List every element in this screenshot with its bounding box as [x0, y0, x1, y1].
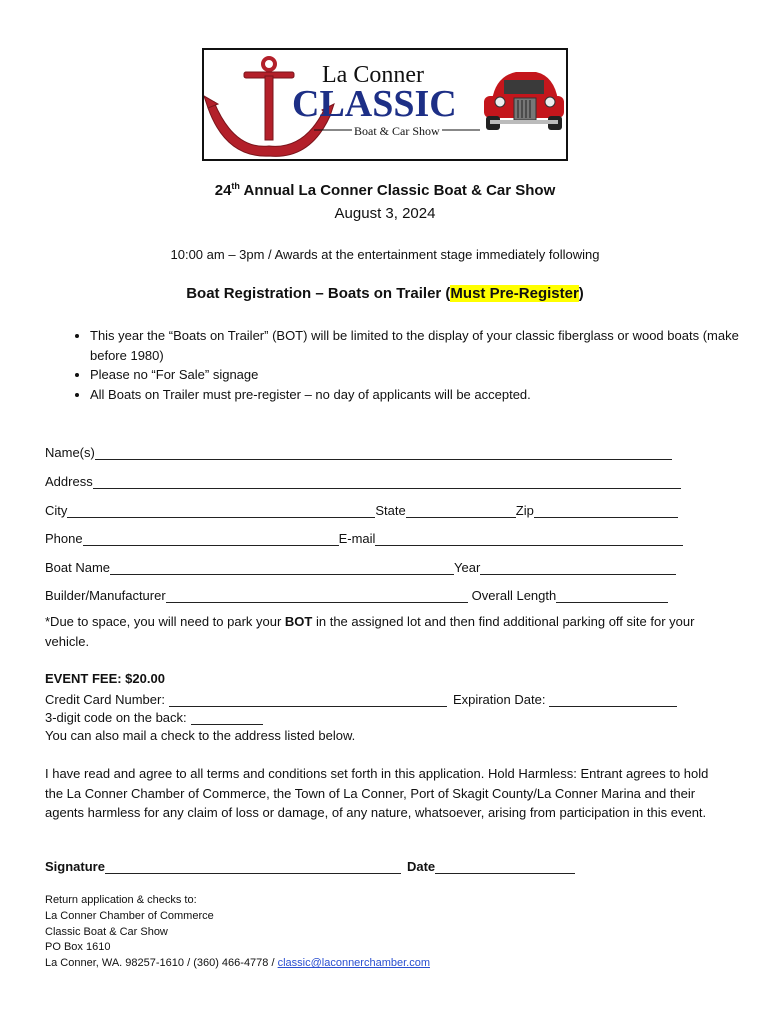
rule-item: • This year the “Boats on Trailer” (BOT) will be limited to the display of your classic fiberglass or wood boats (make before 1980)	[90, 326, 770, 365]
return-line: Return application & checks to:	[45, 894, 197, 906]
phone-field[interactable]	[83, 531, 339, 546]
rule-item: • Please no “For Sale” signage	[90, 365, 770, 385]
return-line: PO Box 1610	[45, 941, 111, 954]
card-row	[45, 689, 677, 707]
logo-line1: La Conner	[322, 62, 424, 88]
card-number-label: Credit Card Number:	[45, 692, 165, 707]
city-row	[45, 500, 678, 518]
city-label: City	[45, 503, 68, 518]
code-field[interactable]	[191, 710, 263, 725]
event-time: 10:00 am – 3pm / Awards at the entertainment stage immediately following	[170, 247, 600, 262]
builder-field[interactable]	[166, 588, 468, 603]
event-logo	[202, 48, 568, 161]
overall-length-label: Overall Length	[471, 588, 557, 603]
builder-label: Builder/Manufacturer	[45, 588, 166, 603]
overall-length-field[interactable]	[556, 588, 668, 603]
address-label: Address	[45, 474, 93, 489]
year-field[interactable]	[480, 560, 676, 575]
address-row	[45, 471, 681, 489]
logo-line2: CLASSIC	[292, 83, 457, 125]
phone-label: Phone	[45, 531, 83, 546]
expiration-label: Expiration Date:	[452, 692, 546, 707]
logo-line3: Boat & Car Show	[354, 124, 440, 138]
names-field[interactable]	[95, 445, 672, 460]
return-address	[45, 893, 430, 972]
email-label: E-mail	[338, 531, 376, 546]
code-row	[45, 707, 263, 725]
signature-label: Signature	[45, 859, 105, 874]
registration-heading: Boat Registration – Boats on Trailer (Must Pre-Register)	[186, 285, 584, 302]
email-link[interactable]: classic@laconnerchamber.com	[277, 957, 430, 970]
names-row	[45, 442, 672, 460]
event-date: August 3, 2024	[334, 205, 436, 222]
address-field[interactable]	[93, 474, 681, 489]
boat-name-row	[45, 557, 676, 575]
mail-note: You can also mail a check to the address listed below.	[45, 728, 356, 743]
logo-graphic	[204, 50, 566, 159]
parking-note: *Due to space, you will need to park your BOT in the assigned lot and then find additional parking off site for your vehicle.	[45, 614, 695, 649]
year-label: Year	[454, 560, 481, 575]
event-fee: EVENT FEE: $20.00	[45, 671, 165, 686]
date-field[interactable]	[435, 859, 575, 874]
must-preregister-highlight: Must Pre-Register	[450, 285, 579, 302]
code-label: 3-digit code on the back:	[45, 710, 187, 725]
rules-list	[45, 326, 770, 404]
boat-name-label: Boat Name	[45, 560, 111, 575]
signature-row	[45, 859, 575, 874]
return-line: Classic Boat & Car Show	[45, 925, 168, 938]
signature-field[interactable]	[105, 859, 401, 874]
rule-item: • All Boats on Trailer must pre-register – no day of applicants will be accepted.	[90, 385, 770, 405]
return-line: La Conner, WA. 98257-1610 / (360) 466-4778 / classic@laconnerchamber.com	[45, 957, 430, 970]
zip-field[interactable]	[534, 503, 678, 518]
card-number-field[interactable]	[169, 692, 447, 707]
state-field[interactable]	[406, 503, 516, 518]
event-title: 24th Annual La Conner Classic Boat & Car Show	[214, 181, 556, 199]
email-field[interactable]	[375, 531, 683, 546]
date-label: Date	[406, 859, 436, 874]
agreement-text: I have read and agree to all terms and conditions set forth in this application. Hold Harmless: Entrant agrees to hold the La Conner Chamber of Commerce, the Town of La Conner, Port of Skagit County/La Conner Marina and their agents harmless for any claim of loss or damage, of any nature, whatsoever, arising from participation in this event.	[45, 766, 709, 820]
builder-row	[45, 585, 668, 603]
names-label: Name(s)	[45, 445, 95, 460]
return-line: La Conner Chamber of Commerce	[45, 909, 214, 922]
classic-car-icon	[484, 72, 564, 130]
boat-name-field[interactable]	[110, 560, 454, 575]
state-label: State	[375, 503, 406, 518]
zip-label: Zip	[515, 503, 534, 518]
expiration-field[interactable]	[549, 692, 677, 707]
city-field[interactable]	[67, 503, 375, 518]
phone-row	[45, 528, 683, 546]
